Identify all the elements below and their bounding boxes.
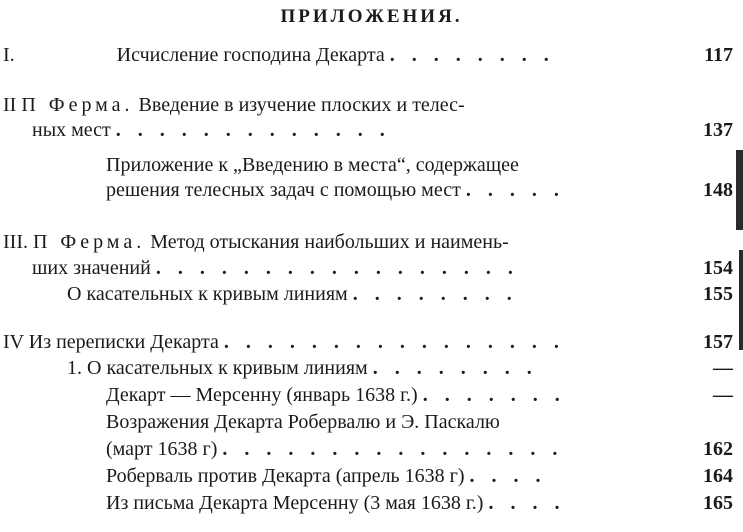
entry-number: I.: [3, 44, 15, 66]
toc-entry-9-cont: [106, 437, 563, 461]
entry-number: III.: [3, 231, 28, 253]
entry-title: О касательных к кривым линиям: [67, 283, 348, 305]
toc-entry-6: [3, 330, 565, 354]
toc-entry-10: [106, 464, 547, 488]
toc-entry-2-cont: [32, 118, 391, 142]
page-number: 157: [703, 331, 733, 353]
entry-title: Декарт — Мерсенну (январь 1638 г.): [106, 384, 418, 406]
entry-title: Из переписки Декарта: [28, 331, 219, 353]
page-heading: ПРИЛОЖЕНИЯ.: [280, 6, 463, 27]
entry-author: П Ферма.: [21, 94, 134, 116]
entry-author: П Ферма.: [32, 231, 146, 253]
page-number: 137: [703, 119, 733, 141]
entry-title: Введение в изучение плоских и телес-: [138, 94, 465, 116]
toc-entry-5: [67, 282, 518, 306]
leader-dots: . . . . . . . . . . . . .: [115, 119, 391, 141]
entry-title-continued: ших значений: [32, 257, 151, 279]
toc-entry-2: [3, 93, 465, 117]
page-number: 164: [703, 465, 733, 487]
leader-dots: . . . .: [469, 465, 547, 487]
toc-entry-4: [3, 230, 509, 254]
leader-dots: . . . . . . . .: [372, 357, 538, 379]
entry-number: II: [3, 94, 17, 116]
page-number: —: [713, 357, 733, 379]
leader-dots: . . . . . . . .: [389, 44, 555, 66]
entry-title: Метод отыскания наибольших и наимень-: [150, 231, 509, 253]
leader-dots: . . . . . . . . . . . . . . . .: [223, 331, 565, 353]
entry-number: IV: [3, 331, 24, 353]
page-number: 162: [703, 438, 733, 460]
toc-entry-9: [106, 410, 500, 434]
page-number: 117: [704, 44, 733, 66]
toc-entry-11: [106, 491, 565, 515]
leader-dots: . . . . . . . . . . . . . . . .: [222, 438, 564, 460]
page-number: 155: [703, 283, 733, 305]
leader-dots: . . . . .: [465, 179, 565, 201]
page-number: 154: [703, 257, 733, 279]
entry-title: Исчисление господина Декарта: [116, 44, 385, 66]
leader-dots: . . . . . . . . . . . . . . . . .: [155, 257, 519, 279]
entry-title: Возражения Декарта Робервалю и Э. Паскалю: [106, 411, 500, 433]
page-edge-shadow: [736, 150, 743, 230]
page-number: 165: [703, 492, 733, 514]
entry-title-continued: ных мест: [32, 119, 111, 141]
page-number: —: [713, 384, 733, 406]
entry-title: Из письма Декарта Мерсенну (3 мая 1638 г.): [106, 492, 484, 514]
leader-dots: . . . .: [488, 492, 566, 514]
toc-entry-4-cont: [32, 256, 519, 280]
entry-title-continued: решения телесных задач с помощью мест: [106, 179, 461, 201]
toc-entry-1: [3, 43, 555, 67]
toc-entry-8: [106, 383, 566, 407]
entry-title: Роберваль против Декарта (апрель 1638 г): [106, 465, 465, 487]
page-edge-shadow: [739, 250, 743, 350]
page-number: 148: [703, 179, 733, 201]
toc-entry-3: [106, 153, 519, 177]
toc-entry-7: [67, 356, 538, 380]
toc-entry-3-cont: [106, 178, 565, 202]
entry-title: Приложение к „Введению в места“, содержащее: [106, 154, 519, 176]
entry-title-continued: (март 1638 г): [106, 438, 218, 460]
leader-dots: . . . . . . .: [422, 384, 566, 406]
leader-dots: . . . . . . . .: [352, 283, 518, 305]
entry-title: 1. О касательных к кривым линиям: [67, 357, 368, 379]
